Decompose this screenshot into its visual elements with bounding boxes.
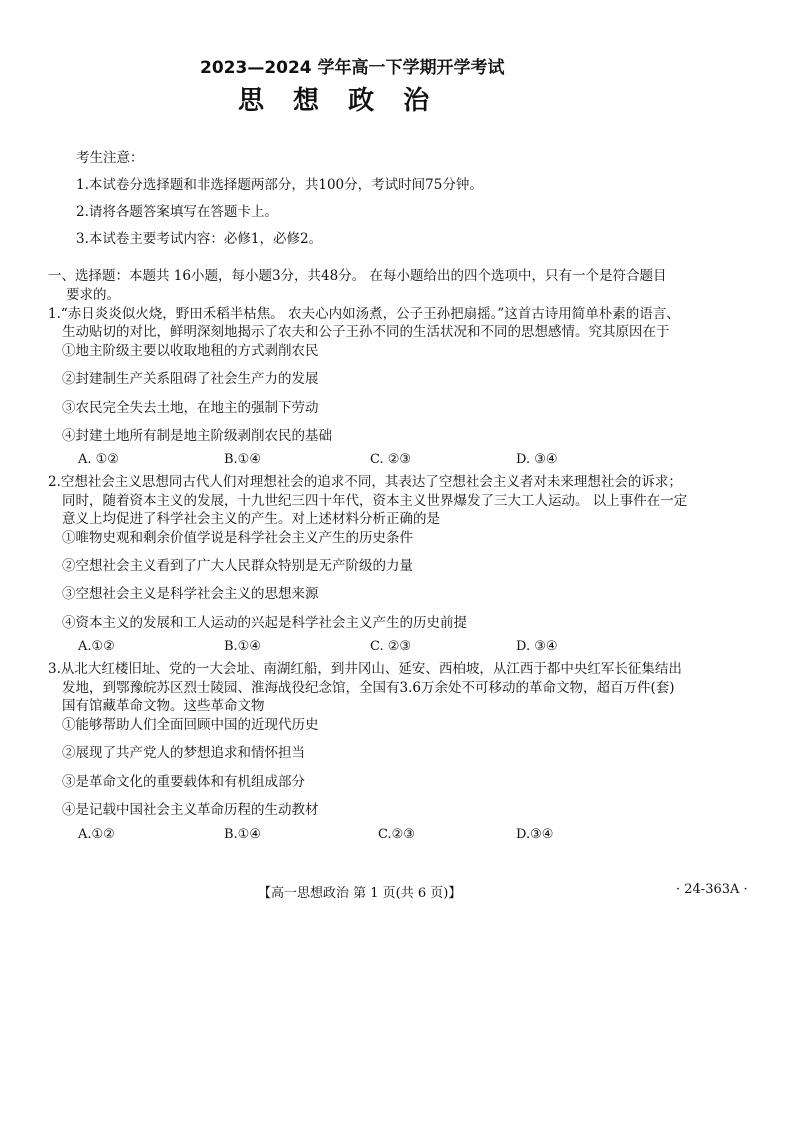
q3-choice-d: D.③④ — [516, 827, 554, 842]
q2-choice-a: A.①② — [78, 639, 115, 654]
notice-item-1: 1.本试卷分选择题和非选择题两部分，共100分，考试时间75分钟。 — [76, 177, 483, 193]
q2-choice-c: C. ②③ — [370, 639, 412, 654]
q1-choice-c: C. ②③ — [370, 452, 412, 467]
q2-stem-line-2: 同时，随着资本主义的发展，十九世纪三四十年代，资本主义世界爆发了三大工人运动。 以上事件在一定 — [62, 493, 688, 509]
q1-choice-a: A. ①② — [78, 452, 119, 467]
q1-choice-d: D. ③④ — [516, 452, 558, 467]
q3-item-2: ②展现了共产党人的梦想追求和情怀担当 — [62, 745, 305, 761]
q2-choice-b: B.①④ — [224, 639, 261, 654]
q3-item-3: ③是革命文化的重要载体和有机组成部分 — [62, 774, 305, 790]
q2-item-3: ③空想社会主义是科学社会主义的思想来源 — [62, 586, 319, 602]
paper-code: · 24-363A · — [676, 882, 748, 897]
section-heading-cont: 要求的。 — [66, 287, 120, 303]
q1-item-1: ①地主阶级主要以收取地租的方式剥削农民 — [62, 343, 319, 359]
q3-stem-line-1: 3.从北大红楼旧址、党的一大会址、南湖红船，到井冈山、延安、西柏坡，从江西于都中央红军长征集结出 — [48, 661, 682, 677]
q3-stem-line-3: 国有馆藏革命文物。这些革命文物 — [62, 698, 265, 714]
q2-stem-line-3: 意义上均促进了科学社会主义的产生。对上述材料分析正确的是 — [62, 511, 440, 527]
q1-choice-b: B.①④ — [224, 452, 261, 467]
q2-item-4: ④资本主义的发展和工人运动的兴起是科学社会主义产生的历史前提 — [62, 615, 467, 631]
q3-choice-a: A.①② — [78, 827, 115, 842]
q2-item-2: ②空想社会主义看到了广大人民群众特别是无产阶级的力量 — [62, 558, 413, 574]
q3-stem-line-2: 发地，到鄂豫皖苏区烈士陵园、淮海战役纪念馆，全国有3.6万余处不可移动的革命文物，超百万件(套) — [62, 680, 675, 696]
section-heading: 一、选择题：本题共 16小题，每小题3分，共48分。 在每小题给出的四个选项中，只有一个是符合题目 — [48, 268, 667, 284]
q2-item-1: ①唯物史观和剩余价值学说是科学社会主义产生的历史条件 — [62, 530, 413, 546]
page-footer: 【高一思想政治 第 1 页(共 6 页)】 — [258, 886, 462, 901]
exam-title: 2023—2024 学年高一下学期开学考试 — [200, 58, 505, 78]
notice-heading: 考生注意： — [76, 150, 144, 166]
subject-title: 思 想 政 治 — [238, 86, 440, 116]
q1-item-3: ③农民完全失去土地，在地主的强制下劳动 — [62, 400, 319, 416]
q1-stem-line-1: 1.“赤日炎炎似火烧，野田禾稻半枯焦。 农夫心内如汤煮，公子王孙把扇摇。”这首古诗用简单朴素的语言、 — [48, 306, 680, 322]
q3-item-1: ①能够帮助人们全面回顾中国的近现代历史 — [62, 717, 319, 733]
q1-item-4: ④封建土地所有制是地主阶级剥削农民的基础 — [62, 428, 332, 444]
q3-item-4: ④是记载中国社会主义革命历程的生动教材 — [62, 802, 319, 818]
notice-item-3: 3.本试卷主要考试内容：必修1，必修2。 — [76, 231, 323, 247]
q1-stem-line-2: 生动贴切的对比，鲜明深刻地揭示了农夫和公子王孙不同的生活状况和不同的思想感情。究其原因在于 — [62, 324, 670, 340]
q3-choice-c: C.②③ — [378, 827, 415, 842]
notice-item-2: 2.请将各题答案填写在答题卡上。 — [76, 204, 278, 220]
q2-stem-line-1: 2.空想社会主义思想同古代人们对理想社会的追求不同，其表达了空想社会主义者对未来理想社会的诉求； — [48, 474, 682, 490]
q2-choice-d: D. ③④ — [516, 639, 558, 654]
q1-item-2: ②封建制生产关系阻碍了社会生产力的发展 — [62, 371, 319, 387]
q3-choice-b: B.①④ — [224, 827, 261, 842]
